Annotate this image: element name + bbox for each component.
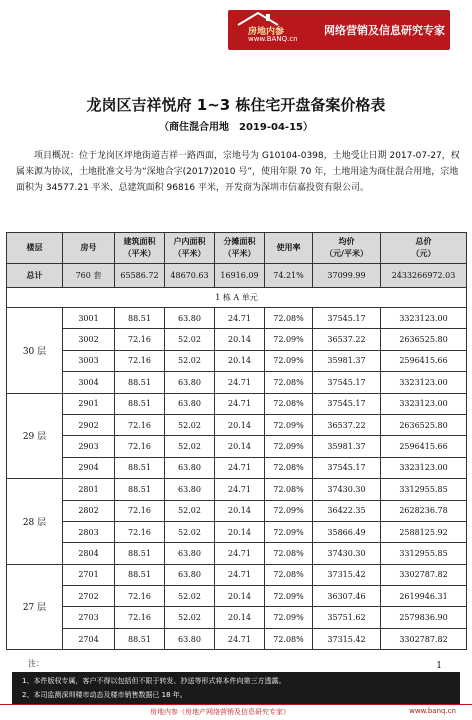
brand-logo [228,10,450,50]
shared-area: 20.14 [215,586,265,607]
notes-label: 注： [28,659,44,668]
logo-url: www.BANQ.cn [248,35,298,43]
table-row [7,564,467,585]
building-area: 88.51 [115,479,165,500]
room-number: 3004 [63,372,115,393]
indoor-area: 52.02 [165,500,215,521]
indoor-area: 63.80 [165,628,215,649]
document-subtitle: （商住混合用地 2019-04-15） [159,122,313,133]
building-area: 72.16 [115,521,165,542]
total-price: 3312955.85 [381,479,467,500]
logo-brand: 房地内参 [248,27,285,37]
total-price: 3323123.00 [381,308,467,329]
page-header [0,0,472,62]
total-price: 3312955.85 [381,543,467,564]
total-price: 2636525.80 [381,414,467,435]
shared-area: 24.71 [215,564,265,585]
room-number: 3003 [63,350,115,371]
building-area: 72.16 [115,329,165,350]
usage-rate: 72.08% [265,393,313,414]
usage-rate: 72.09% [265,521,313,542]
building-area: 72.16 [115,436,165,457]
usage-rate: 72.09% [265,350,313,371]
building-area: 88.51 [115,308,165,329]
column-header: 总价 （元） [381,233,467,264]
room-number: 2704 [63,628,115,649]
column-header: 使用率 [265,233,313,264]
usage-rate: 72.09% [265,607,313,628]
table-row [7,350,467,371]
usage-rate: 72.08% [265,457,313,478]
indoor-area: 63.80 [165,543,215,564]
usage-rate: 72.08% [265,628,313,649]
usage-rate: 72.08% [265,543,313,564]
total-price: 2636525.80 [381,329,467,350]
shared-area: 20.14 [215,414,265,435]
room-number: 2901 [63,393,115,414]
indoor-area: 52.02 [165,607,215,628]
usage-rate: 72.08% [265,372,313,393]
building-area: 72.16 [115,586,165,607]
table-row [7,457,467,478]
building-area: 72.16 [115,607,165,628]
avg-price: 35981.37 [313,350,381,371]
table-row [7,308,467,329]
table-row [7,393,467,414]
table-header-row [7,233,467,264]
notes-box [12,672,460,704]
note-line-1: 1、本件版权专属，客户不得以包括但不限于转发、抄送等形式将本件向第三方透露。 [22,677,286,685]
table-body [7,264,467,650]
building-area: 72.16 [115,350,165,371]
room-number: 2801 [63,479,115,500]
project-overview: 项目概况：位于龙岗区坪地街道吉祥一路西面，宗地号为 G10104-0398，土地受让日期 2017-07-27，权属来源为协议，土地批准文号为“深地合字(2017)2010 号”，使用年限 70 年，土地用途为商住混合用地，宗地面积为 34577.21 平米、总建筑面积 96816 平米，开发商为深圳市信嘉投资有限公司。 [16,151,460,193]
avg-price: 36537.22 [313,329,381,350]
avg-price: 37545.17 [313,308,381,329]
indoor-area: 63.80 [165,564,215,585]
building-area: 88.51 [115,543,165,564]
shared-area: 20.14 [215,329,265,350]
total-price: 2619946.31 [381,586,467,607]
indoor-area: 52.02 [165,414,215,435]
building-area: 88.51 [115,372,165,393]
total-price: 2588125.92 [381,521,467,542]
total-price: 2596415.66 [381,350,467,371]
floor-label: 28 层 [7,479,63,565]
column-header: 户内面积 （平米） [165,233,215,264]
page-footer [0,704,472,720]
room-number: 3001 [63,308,115,329]
logo-slogan: 网络营销及信息研究专家 [324,24,445,37]
building-area: 72.16 [115,414,165,435]
page-number: 1 [436,661,442,671]
table-row [7,500,467,521]
floor-label: 29 层 [7,393,63,479]
indoor-area: 63.80 [165,372,215,393]
column-header: 房号 [63,233,115,264]
column-header: 建筑面积 （平米） [115,233,165,264]
building-area: 88.51 [115,564,165,585]
avg-price: 36307.46 [313,586,381,607]
avg-price: 35981.37 [313,436,381,457]
avg-price: 37315.42 [313,564,381,585]
indoor-area: 63.80 [165,393,215,414]
avg-price: 36537.22 [313,414,381,435]
table-row [7,521,467,542]
shared-area: 24.71 [215,372,265,393]
room-number: 2804 [63,543,115,564]
floor-label: 27 层 [7,564,63,650]
total-avg-price: 37099.99 [313,264,381,288]
total-indoor-area: 48670.63 [165,264,215,288]
room-number: 2701 [63,564,115,585]
shared-area: 24.71 [215,308,265,329]
shared-area: 24.71 [215,393,265,414]
total-price: 2596415.66 [381,436,467,457]
table-row [7,628,467,649]
shared-area: 20.14 [215,436,265,457]
column-header: 楼层 [7,233,63,264]
indoor-area: 63.80 [165,308,215,329]
table-row [7,329,467,350]
usage-rate: 72.09% [265,329,313,350]
building-area: 88.51 [115,457,165,478]
avg-price: 35866.49 [313,521,381,542]
total-total-price: 2433266972.03 [381,264,467,288]
usage-rate: 72.08% [265,308,313,329]
total-building-area: 65586.72 [115,264,165,288]
room-number: 2904 [63,457,115,478]
building-area: 72.16 [115,500,165,521]
room-number: 3002 [63,329,115,350]
room-number: 2702 [63,586,115,607]
avg-price: 37430.30 [313,543,381,564]
table-row [7,414,467,435]
usage-rate: 72.09% [265,500,313,521]
indoor-area: 52.02 [165,521,215,542]
indoor-area: 63.80 [165,479,215,500]
unit-row [7,288,467,308]
document-title: 龙岗区吉祥悦府 1~3 栋住宅开盘备案价格表 [86,96,386,114]
indoor-area: 52.02 [165,436,215,457]
room-number: 2902 [63,414,115,435]
table-row [7,372,467,393]
usage-rate: 72.09% [265,436,313,457]
shared-area: 24.71 [215,628,265,649]
table-row [7,479,467,500]
total-price: 2628236.78 [381,500,467,521]
shared-area: 24.71 [215,543,265,564]
indoor-area: 52.02 [165,350,215,371]
usage-rate: 72.09% [265,586,313,607]
total-price: 3302787.82 [381,564,467,585]
usage-rate: 72.09% [265,414,313,435]
column-header: 分摊面积 （平米） [215,233,265,264]
price-table [6,232,467,650]
shared-area: 20.14 [215,607,265,628]
avg-price: 37430.30 [313,479,381,500]
total-room-count: 760 套 [63,264,115,288]
usage-rate: 72.08% [265,479,313,500]
table-row [7,607,467,628]
table-row [7,586,467,607]
table-row [7,543,467,564]
shared-area: 24.71 [215,457,265,478]
indoor-area: 63.80 [165,457,215,478]
avg-price: 35751.62 [313,607,381,628]
total-usage-rate: 74.21% [265,264,313,288]
footer-brand: 房地内参（房地产网络营销及信息研究专家） [150,708,290,716]
indoor-area: 52.02 [165,586,215,607]
avg-price: 37545.17 [313,372,381,393]
building-area: 88.51 [115,628,165,649]
indoor-area: 52.02 [165,329,215,350]
avg-price: 36422.35 [313,500,381,521]
floor-label: 30 层 [7,308,63,394]
room-number: 2903 [63,436,115,457]
shared-area: 20.14 [215,521,265,542]
total-price: 3323123.00 [381,393,467,414]
room-number: 2802 [63,500,115,521]
column-header: 均价 （元/平米） [313,233,381,264]
shared-area: 24.71 [215,479,265,500]
note-line-2: 2、本司监测深圳楼市动态及楼市销售数据已 18 年。 [22,691,187,699]
table-row [7,436,467,457]
room-number: 2703 [63,607,115,628]
avg-price: 37545.17 [313,393,381,414]
usage-rate: 72.08% [265,564,313,585]
avg-price: 37545.17 [313,457,381,478]
total-price: 2579836.90 [381,607,467,628]
unit-label: 1 栋 A 单元 [7,288,467,308]
total-row [7,264,467,288]
shared-area: 20.14 [215,350,265,371]
total-price: 3302787.82 [381,628,467,649]
total-price: 3323123.00 [381,457,467,478]
footer-url: www.banq.cn [409,707,456,715]
avg-price: 37315.42 [313,628,381,649]
total-label: 总计 [7,264,63,288]
shared-area: 20.14 [215,500,265,521]
building-area: 88.51 [115,393,165,414]
total-price: 3323123.00 [381,372,467,393]
total-shared-area: 16916.09 [215,264,265,288]
room-number: 2803 [63,521,115,542]
